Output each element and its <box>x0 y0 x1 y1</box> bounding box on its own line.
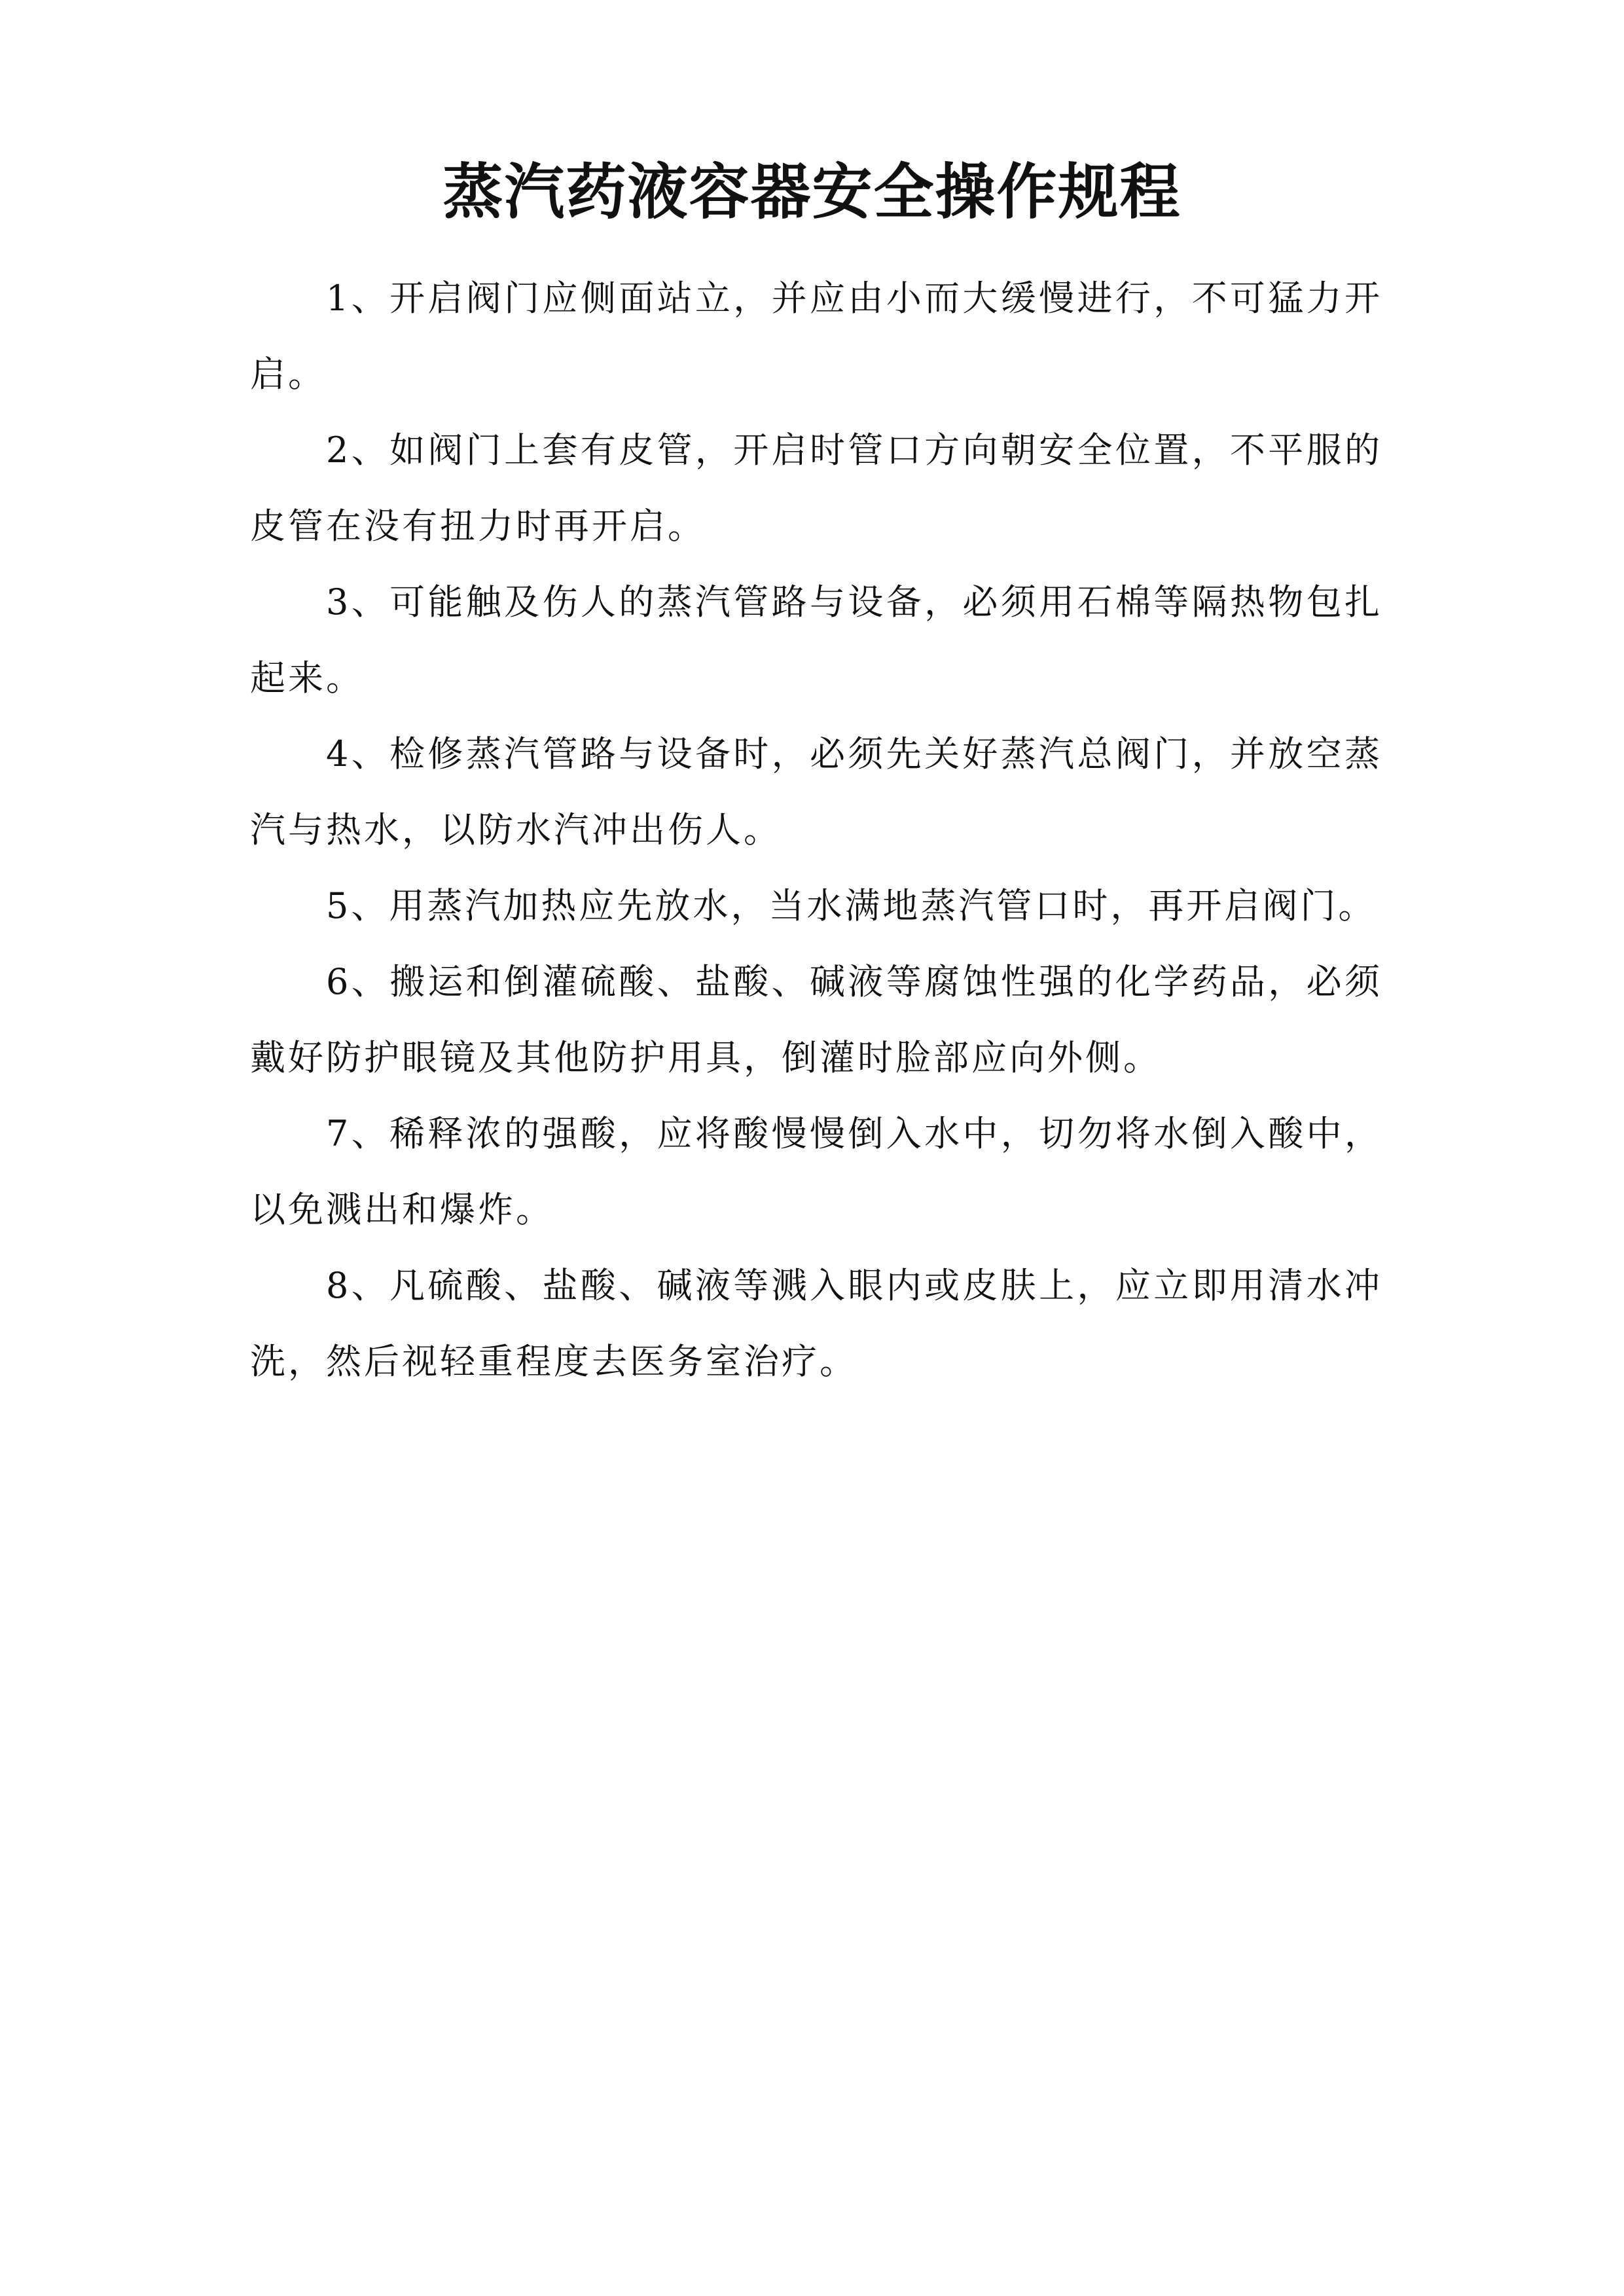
rule-paragraph-5: 5、用蒸汽加热应先放水，当水满地蒸汽管口时，再开启阀门。 <box>326 885 1377 926</box>
rule-paragraph-1: 1、开启阀门应侧面站立，并应由小而大缓慢进行，不可猛力开启。 <box>250 278 1382 395</box>
document-body <box>250 261 1382 1400</box>
rule-paragraph-8: 8、凡硫酸、盐酸、碱液等溅入眼内或皮肤上，应立即用清水冲洗，然后视轻重程度去医务室治疗。 <box>250 1265 1382 1382</box>
document-title: 蒸汽药液容器安全操作规程 <box>442 156 1182 227</box>
rule-paragraph-2: 2、如阀门上套有皮管，开启时管口方向朝安全位置，不平服的皮管在没有扭力时再开启。 <box>250 429 1382 547</box>
rule-paragraph-6: 6、搬运和倒灌硫酸、盐酸、碱液等腐蚀性强的化学药品，必须戴好防护眼镜及其他防护用具，倒灌时脸部应向外侧。 <box>250 961 1382 1078</box>
rule-paragraph-4: 4、检修蒸汽管路与设备时，必须先关好蒸汽总阀门，并放空蒸汽与热水，以防水汽冲出伤人。 <box>250 733 1382 850</box>
rule-paragraph-3: 3、可能触及伤人的蒸汽管路与设备，必须用石棉等隔热物包扎起来。 <box>250 581 1382 699</box>
rule-paragraph-7: 7、稀释浓的强酸，应将酸慢慢倒入水中，切勿将水倒入酸中，以免溅出和爆炸。 <box>250 1113 1382 1230</box>
